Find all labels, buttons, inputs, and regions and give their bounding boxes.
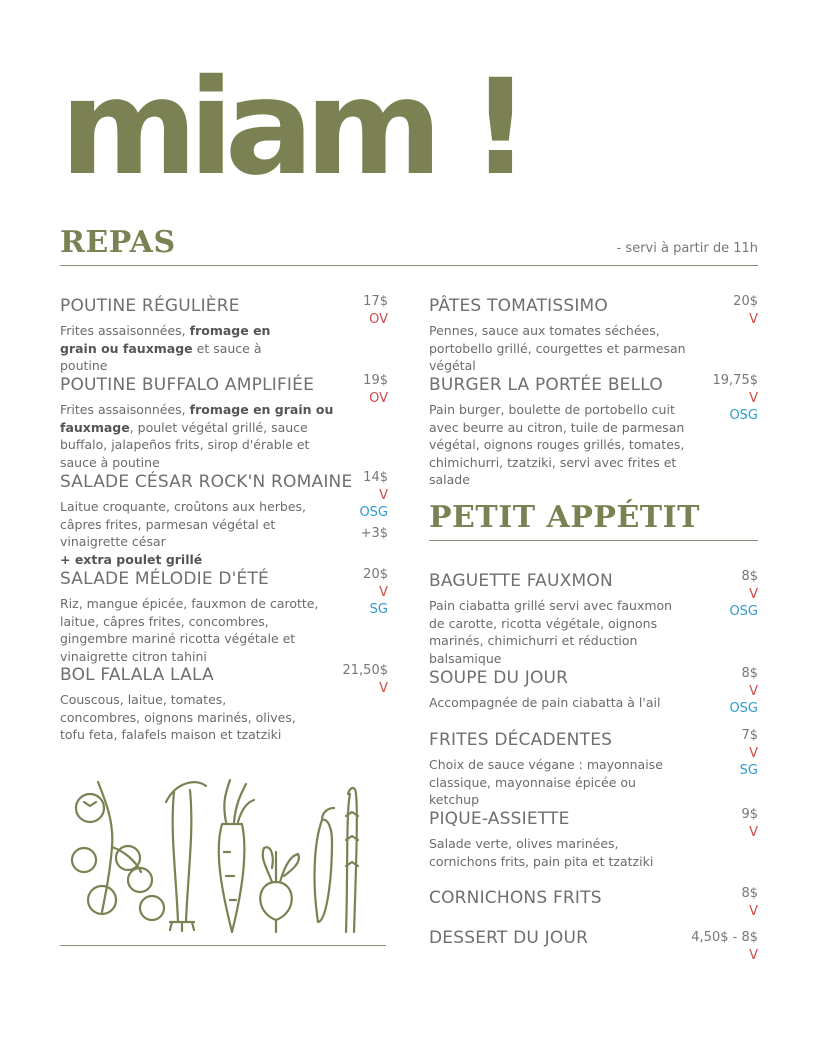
divider — [60, 945, 386, 946]
price-block — [741, 885, 758, 920]
tag: OSG — [729, 701, 758, 716]
price: 20$ — [733, 294, 758, 309]
tag: OSG — [359, 505, 388, 520]
tag: V — [749, 683, 758, 699]
tag: SG — [369, 602, 388, 617]
price: 21,50$ — [342, 663, 388, 678]
section-title-petit-appetit: PETIT APPÉTIT — [429, 500, 700, 535]
item-name: PÂTES TOMATISSIMO — [429, 296, 608, 316]
item-desc: Choix de sauce végane : mayonnaise classique, mayonnaise épicée ou ketchup — [429, 757, 663, 807]
item-name: SOUPE DU JOUR — [429, 668, 569, 688]
price-block — [741, 806, 758, 841]
divider — [429, 540, 758, 541]
tag: OV — [369, 390, 388, 406]
menu-item — [60, 568, 350, 665]
item-name: SALADE MÉLODIE D'ÉTÉ — [60, 569, 269, 589]
item-name: POUTINE RÉGULIÈRE — [60, 296, 240, 316]
tag: OV — [369, 311, 388, 327]
menu-item — [60, 471, 353, 568]
tag: OSG — [729, 604, 758, 619]
vegetables-illustration — [66, 772, 366, 937]
item-desc: Pennes, sauce aux tomates séchées, portobello grillé, courgettes et parmesan végétal — [429, 323, 686, 373]
service-note: - servi à partir de 11h — [616, 241, 758, 256]
price: 19,75$ — [712, 373, 758, 388]
price: 19$ — [363, 373, 388, 388]
menu-item — [429, 374, 719, 489]
item-desc: Salade verte, olives marinées, cornichons frits, pain pita et tzatziki — [429, 836, 654, 869]
price-block — [359, 469, 388, 542]
item-desc: Pain ciabatta grillé servi avec fauxmon de carotte, ricotta végétale, oignons marinés, chimichurri et réduction balsamique — [429, 598, 673, 666]
tag: V — [749, 311, 758, 327]
price-block — [363, 293, 388, 328]
divider — [60, 265, 758, 266]
menu-item — [429, 927, 719, 949]
item-name: POUTINE BUFFALO AMPLIFIÉE — [60, 375, 315, 395]
price: 7$ — [741, 728, 758, 743]
price: 8$ — [741, 569, 758, 584]
tag: V — [749, 824, 758, 840]
item-desc: Riz, mangue épicée, fauxmon de carotte, laitue, câpres frites, concombres, gingembre mariné ricotta végétale et vinaigrette citron tahini — [60, 596, 319, 664]
tag: V — [749, 390, 758, 406]
extra-price: +3$ — [360, 525, 388, 541]
price-block — [343, 662, 389, 697]
menu-item — [429, 729, 719, 809]
price-block — [729, 568, 758, 621]
item-desc: Accompagnée de pain ciabatta à l'ail — [429, 695, 661, 710]
item-desc: Pain burger, boulette de portobello cuit avec beurre au citron, tuile de parmesan végétal, oignons rouges grillés, tomates, chimichurri, tzatziki, servi avec frites et salade — [429, 402, 685, 487]
menu-item — [429, 667, 719, 712]
tag: V — [379, 487, 388, 503]
item-name: BOL FALALA LALA — [60, 665, 214, 685]
price-block — [733, 293, 758, 328]
menu-item — [429, 295, 719, 375]
tag: V — [749, 903, 758, 919]
item-name: CORNICHONS FRITS — [429, 888, 602, 908]
tag: V — [749, 947, 758, 963]
menu-item — [429, 808, 719, 870]
tag: SG — [739, 763, 758, 778]
menu-item — [429, 887, 719, 909]
tag: V — [379, 584, 388, 600]
menu-item — [429, 570, 719, 667]
section-title-repas: REPAS — [60, 225, 176, 260]
price-block — [363, 372, 388, 407]
tag: OSG — [729, 408, 758, 423]
price: 20$ — [363, 567, 388, 582]
tag: V — [749, 745, 758, 761]
item-desc: Couscous, laitue, tomates, concombres, oignons marinés, olives, tofu feta, falafels maison et tzatziki — [60, 692, 296, 742]
price: 9$ — [741, 807, 758, 822]
tag: V — [379, 680, 388, 696]
price-block — [691, 929, 758, 964]
price-block — [729, 665, 758, 718]
price-block — [713, 372, 759, 425]
price: 14$ — [363, 470, 388, 485]
menu-item — [60, 295, 350, 375]
price: 8$ — [741, 886, 758, 901]
item-desc: Frites assaisonnées, fromage en grain ou fauxmage et sauce à poutine — [60, 323, 271, 373]
price: 8$ — [741, 666, 758, 681]
price-block — [363, 566, 388, 619]
price: 17$ — [363, 294, 388, 309]
item-name: SALADE CÉSAR ROCK'N ROMAINE — [60, 472, 353, 492]
price-block — [740, 727, 758, 780]
item-name: DESSERT DU JOUR — [429, 928, 589, 948]
menu-item — [60, 374, 350, 471]
item-name: PIQUE-ASSIETTE — [429, 809, 570, 829]
item-desc: Frites assaisonnées, fromage en grain ou fauxmage, poulet végétal grillé, sauce buffalo, jalapeños frits, sirop d'érable et sauce à poutine — [60, 402, 334, 470]
item-name: BAGUETTE FAUXMON — [429, 571, 613, 591]
item-extra: + extra poulet grillé — [60, 551, 203, 567]
item-desc: Laitue croquante, croûtons aux herbes, câpres frites, parmesan végétal et vinaigrette césar — [60, 499, 307, 549]
price: 4,50$ - 8$ — [691, 930, 758, 945]
menu-item — [60, 664, 350, 744]
tag: V — [749, 586, 758, 602]
item-name: FRITES DÉCADENTES — [429, 730, 613, 750]
brand-logo: miam ! — [60, 51, 522, 205]
item-name: BURGER LA PORTÉE BELLO — [429, 375, 663, 395]
